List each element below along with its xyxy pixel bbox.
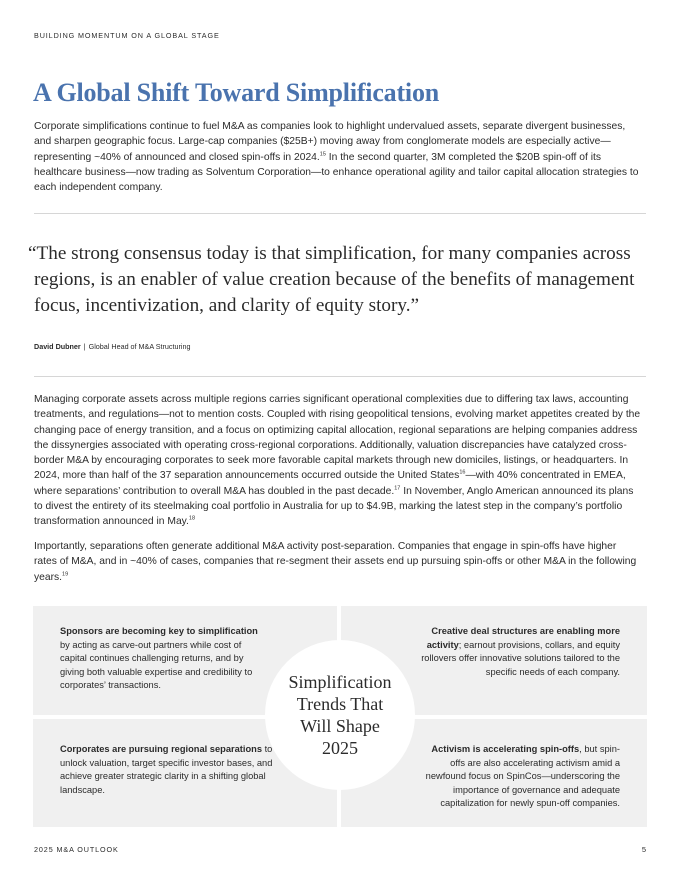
- intro-paragraph: [34, 119, 642, 195]
- footnote-ref[interactable]: 17: [394, 485, 401, 492]
- page-number: 5: [641, 845, 646, 854]
- footnote-ref[interactable]: 19: [62, 571, 69, 578]
- trend-text: to unlock valuation, target specific investor bases, and achieve greater strategic clarity in a shifting global landscape.: [60, 744, 273, 795]
- pull-quote: [28, 241, 648, 319]
- trend-heading: Sponsors are becoming key to simplification: [60, 626, 258, 636]
- trend-heading: Creative deal structures are enabling more activity: [426, 626, 620, 650]
- footer-publication: 2025 M&A OUTLOOK: [34, 845, 119, 854]
- body-text-3: In November, Anglo American announced its plans to divest the entirety of its steelmaking coal portfolio in Australia for up to $4.9B, marking the latest step in the company’s portfolio transformation announced in May.: [34, 485, 634, 528]
- divider: [34, 213, 646, 214]
- trend-text: by acting as carve-out partners while cost of capital continues challenging returns, and by giving both valuable expertise and credibility to corporates’ transactions.: [60, 639, 253, 691]
- pull-quote-text: “The strong consensus today is that simplification, for many companies across regions, is an enabler of value creation because of the benefits of management focus, incentivization, and clarity of equity story.”: [28, 243, 635, 316]
- attribution-name: David Dubner: [34, 342, 81, 351]
- divider: [34, 376, 646, 377]
- trends-title: Simplification Trends That Will Shape 2025: [288, 672, 392, 758]
- body-text-2: —with 40% concentrated in EMEA, where separations’ contribution to overall M&A has doubled in the past decade.: [34, 470, 626, 497]
- section-eyebrow: BUILDING MOMENTUM ON A GLOBAL STAGE: [34, 31, 220, 40]
- footnote-ref[interactable]: 16: [459, 470, 466, 477]
- attribution-role: Global Head of M&A Structuring: [88, 342, 191, 351]
- trend-text: , but spin-offs are also accelerating activism amid a newfound focus on SpinCos—underscoring the importance of governance and adequate capitalization for newly spun-off companies.: [425, 744, 620, 809]
- intro-text-2: In the second quarter, 3M completed the $20B spin-off of its healthcare business—now trading as Solventum Corporation—to enhance operational agility and tailor capital allocation strategies to each independent company.: [34, 151, 639, 194]
- trends-center-circle: [265, 640, 415, 790]
- body-paragraph: [34, 392, 642, 530]
- body-text: Importantly, separations often generate additional M&A activity post-separation. Companies that engage in spin-offs have higher rates of M&A, and in ~40% of cases, companies that re-segment their assets end up pursuing spin-offs or other M&A in the following years.: [34, 541, 637, 583]
- intro-text-1: Corporate simplifications continue to fuel M&A as companies look to highlight undervalued assets, separate divergent businesses, and sharpen geographic focus. Large-cap companies ($25B+) moving away from conglomerate models are especially active—representing ~40% of announced and closed spin-offs in 2024.: [34, 121, 626, 163]
- attribution-separator: |: [83, 342, 86, 351]
- footnote-ref[interactable]: 15: [319, 151, 326, 158]
- body-paragraph: [34, 539, 642, 585]
- quote-attribution: [34, 342, 190, 351]
- footnote-ref[interactable]: 18: [188, 515, 196, 522]
- page-title: A Global Shift Toward Simplification: [33, 78, 440, 107]
- trend-heading: Activism is accelerating spin-offs: [431, 744, 580, 754]
- trend-text: ; earnout provisions, collars, and equity rollovers offer innovative solutions tailored to the specific needs of each company.: [421, 639, 620, 677]
- body-text-1: Managing corporate assets across multiple regions carries significant operational complexities due to differing tax laws, accounting treatments, and regulations—not to mention costs. Coupled with rising geopolitical tensions, evolving market appetites created by the changing pace of energy transition, and a focus on optimizing capital allocation, regional separations are helping companies address the dissynergies associated with operating cross-regional corporations. Additionally, valuation discrepancies have catalyzed cross-border M&A by encouraging corporates to seek more favorable capital markets through new domiciles, listings, or headquarters. In 2024, more than half of the 37 separation announcements occurred outside the United States: [34, 394, 641, 482]
- trends-grid: [33, 606, 647, 827]
- trend-heading: Corporates are pursuing regional separations: [60, 744, 262, 754]
